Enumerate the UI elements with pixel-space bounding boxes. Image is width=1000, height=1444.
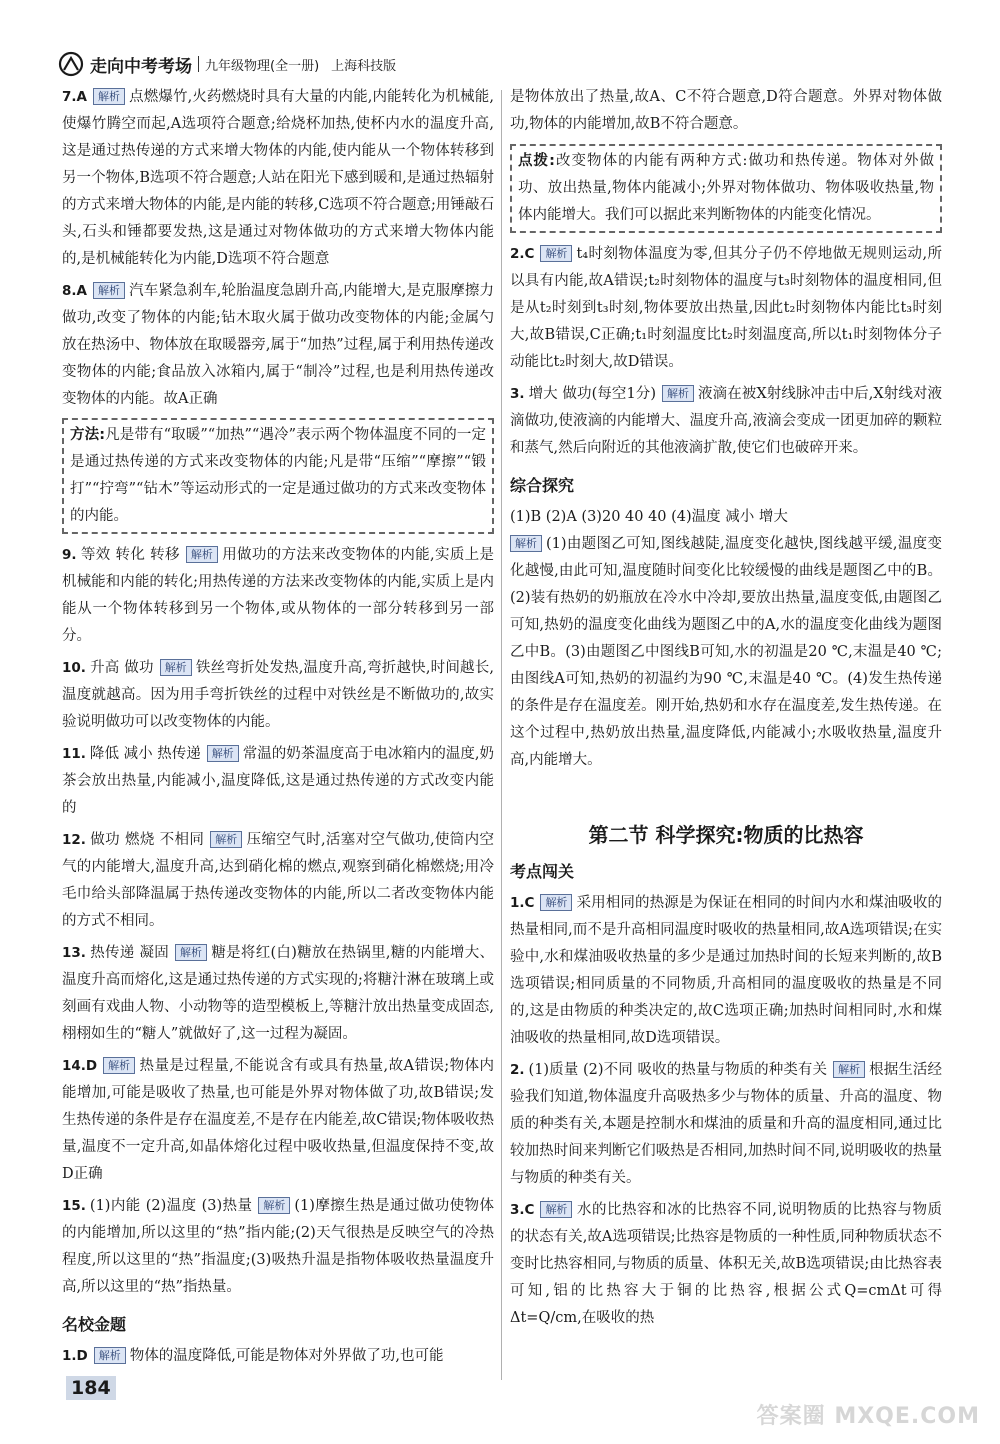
answer-entry	[510, 381, 942, 462]
analysis-tag: 解析	[258, 1197, 290, 1214]
answer-text	[62, 1193, 494, 1301]
answer-text	[62, 827, 494, 935]
analysis-text: 压缩空气时,活塞对空气做功,使筒内空气的内能增大,温度升高,达到硝化棉的燃点,观察到硝化棉燃烧;用冷毛巾给头部降温属于热传递改变物体的内能,所以二者改变物体内能的方式不相同。	[62, 832, 494, 929]
analysis-tag: 解析	[207, 745, 239, 762]
right-items-2	[510, 890, 942, 1332]
brand-logo-icon	[58, 51, 84, 77]
question-number: 2.	[510, 1062, 525, 1078]
answer-text	[62, 542, 494, 650]
tip-note-text: 改变物体的内能有两种方式:做功和热传递。物体对外做功、放出热量,物体内能减小;外界对物体做功、物体吸收热量,物体内能增大。我们可以据此来判断物体的内能变化情况。	[518, 153, 934, 223]
analysis-text: t₄时刻物体温度为零,但其分子仍不停地做无规则运动,所以具有内能,故A错误;t₂时刻物体的温度与t₃时刻物体的温度相同,但是从t₂时刻到t₃时刻,物体要放出热量,因此t₂时刻物体内能比t₃时刻大,故B错误,C正确;t₁时刻温度比t₂时刻温度高,所以t₁时刻物体分子动能比t₂时刻大,故D错误。	[510, 246, 942, 370]
section-heading-comprehensive: 综合探究	[510, 476, 575, 495]
answer-text	[510, 1197, 942, 1332]
answer-entry	[510, 890, 942, 1052]
analysis-tag: 解析	[103, 1057, 135, 1074]
analysis-text: 汽车紧急刹车,轮胎温度急剧升高,内能增大,是克服摩擦力做功,改变了物体的内能;钻木取火属于做功改变物体的内能;金属勺放在热汤中、物体放在取暖器旁,属于“加热”过程,属于利用热传递改变物体的内能;食品放入冰箱内,属于“制冷”过程,也是利用热传递改变物体的内能。故A正确	[62, 283, 494, 407]
analysis-text: (1)摩擦生热是通过做功使物体的内能增加,所以这里的“热”指内能;(2)天气很热是反映空气的冷热程度,所以这里的“热”指温度;(3)吸热升温是指物体吸收热量温度升高,所以这里的“热”指热量。	[62, 1198, 494, 1295]
answer-entry	[62, 278, 494, 413]
answer-entry	[62, 1053, 494, 1188]
analysis-tag: 解析	[93, 88, 125, 105]
answer-entry	[510, 1057, 942, 1192]
analysis-text: 水的比热容和冰的比热容不同,说明物质的比热容与物质的状态有关,故A选项错误;比热容是物质的一种性质,同种物质状态不变时比热容相同,与物质的质量、体积无关,故B选项错误;由比热容表可知,铝的比热容大于铜的比热容,根据公式Q=cmΔt可得Δt=Q/cm,在吸收的热	[510, 1202, 942, 1326]
analysis-tag: 解析	[210, 831, 242, 848]
section-heading-famous-school: 名校金题	[62, 1315, 127, 1334]
answer-value: 升高 做功	[89, 660, 154, 676]
analysis-text: 糖是将红(白)糖放在热锅里,糖的内能增大、温度升高而熔化,这是通过热传递的方式实现的;将糖汁淋在玻璃上或刻画有戏曲人物、小动物等的造型模板上,等糖汁放出热量变成固态,栩栩如生的“糖人”就做好了,这一过程为凝固。	[62, 945, 494, 1042]
question-number: 11.	[62, 746, 86, 762]
analysis-text: 热量是过程量,不能说含有或具有热量,故A错误;物体内能增加,可能是吸收了热量,也可能是外界对物体做了功,故B错误;发生热传递的条件是存在温度差,不是存在内能差,故C错误;物体吸收热量,温度不一定升高,如晶体熔化过程中吸收热量,但温度保持不变,故D正确	[62, 1058, 494, 1182]
answer-entry	[62, 655, 494, 736]
answer-text	[62, 84, 494, 273]
page-header	[58, 46, 958, 82]
answer-value: 做功 燃烧 不相同	[89, 832, 205, 848]
answer-entry	[62, 84, 494, 273]
question-number: 12.	[62, 832, 86, 848]
question-number: 15.	[62, 1198, 86, 1214]
answer-entry	[62, 542, 494, 650]
answer-entry	[510, 1197, 942, 1332]
answer-entry	[62, 940, 494, 1048]
analysis-tag: 解析	[540, 894, 572, 911]
answer-text	[62, 1053, 494, 1188]
analysis-tag: 解析	[175, 944, 207, 961]
analysis-text: 物体的温度降低,可能是物体对外界做了功,也可能	[129, 1348, 444, 1364]
answer-text	[510, 890, 942, 1052]
left-items	[62, 84, 494, 413]
answer-entry	[62, 827, 494, 935]
question-number: 8.A	[62, 283, 87, 299]
answer-text	[510, 381, 942, 462]
analysis-tag: 解析	[833, 1061, 865, 1078]
right-items	[510, 241, 942, 462]
left-items-3	[62, 1343, 494, 1370]
tip-note-label: 点拨:	[518, 153, 555, 169]
answer-text	[62, 741, 494, 822]
analysis-text: 根据生活经验我们知道,物体温度升高吸热多少与物体的质量、升高的温度、物质的种类有关,本题是控制水和煤油的质量和升高的温度相同,通过比较加热时间来判断它们吸热是否相同,加热时间不同,说明吸收的热量与物质的种类有关。	[510, 1062, 942, 1186]
explore-answer: (1)B (2)A (3)20 40 40 (4)温度 减小 增大	[510, 509, 788, 525]
explore-analysis: (1)由题图乙可知,图线越陡,温度变化越快,图线越平缓,温度变化越慢,由此可知,温度随时间变化比较缓慢的曲线是题图乙中的B。(2)装有热奶的奶瓶放在冷水中冷却,要放出热量,温度变低,由题图乙可知,热奶的温度变化曲线为题图乙中的A,水的温度变化曲线为题图乙中B。(3)由题图乙中图线B可知,水的初温是20 ℃,末温是40 ℃;由图线A可知,热奶的初温约为90 ℃,末温是40 ℃。(4)发生热传递的条件是存在温度差。刚开始,热奶和水存在温度差,发生热传递。在这个过程中,热奶放出热量,温度降低,内能减小;水吸收热量,温度升高,内能增大。	[510, 536, 942, 768]
answer-value: (1)质量 (2)不同 吸收的热量与物质的种类有关	[528, 1062, 828, 1078]
analysis-tag: 解析	[510, 535, 542, 552]
answer-text	[62, 655, 494, 736]
answer-entry	[62, 741, 494, 822]
method-note	[62, 418, 494, 534]
question-number: 13.	[62, 945, 86, 961]
method-note-label: 方法:	[70, 427, 106, 443]
publisher: 上海科技版	[331, 58, 397, 74]
watermark: 答案圈 MXQE.COM	[756, 1404, 980, 1429]
left-items-2	[62, 542, 494, 1301]
book-title: 九年级物理(全一册)	[205, 58, 320, 74]
analysis-text: 液滴在被X射线脉冲击中后,X射线对液滴做功,使液滴的内能增大、温度升高,液滴会变成一团更加碎的颗粒和蒸气,然后向附近的其他液滴扩散,使它们也破碎开来。	[510, 386, 942, 456]
header-divider	[198, 56, 199, 72]
answer-value: 热传递 凝固	[89, 945, 170, 961]
answer-text	[510, 1057, 942, 1192]
analysis-tag: 解析	[93, 282, 125, 299]
continued-analysis: 是物体放出了热量,故A、C不符合题意,D符合题意。外界对物体做功,物体的内能增加,故B不符合题意。	[510, 89, 942, 132]
method-note-text: 凡是带有“取暖”“加热”“遇冷”表示两个物体温度不同的一定是通过热传递的方式来改变物体的内能;凡是带“压缩”“摩擦”“锻打”“拧弯”“钻木”等运动形式的一定是通过做功的方式来改变物体的内能。	[70, 427, 486, 524]
analysis-tag: 解析	[94, 1347, 126, 1364]
analysis-text: 常温的奶茶温度高于电冰箱内的温度,奶茶会放出热量,内能减小,温度降低,这是通过热传递的方式改变内能的	[62, 746, 494, 816]
brand-name: 走向中考考场	[90, 56, 192, 77]
answer-text	[62, 1343, 494, 1370]
analysis-tag: 解析	[662, 385, 694, 402]
question-number: 10.	[62, 660, 86, 676]
answer-text	[62, 940, 494, 1048]
right-column	[510, 84, 942, 1372]
question-number: 7.A	[62, 89, 87, 105]
question-number: 2.C	[510, 246, 535, 262]
left-column	[62, 84, 494, 1372]
page-number: 184	[66, 1376, 116, 1400]
answer-value: 等效 转化 转移	[80, 547, 180, 563]
analysis-text: 采用相同的热源是为保证在相同的时间内水和煤油吸收的热量相同,而不是升高相同温度时吸收的热量相同,故A选项错误;在实验中,水和煤油吸收热量的多少是通过加热时间的长短来判断的,故B选项错误;相同质量的不同物质,升高相同的温度吸收的热量是不同的,这是由物质的种类决定的,故C选项正确;加热时间相同时,水和煤油吸收的热量相同,故D选项错误。	[510, 895, 942, 1046]
answer-text	[62, 278, 494, 413]
question-number: 1.D	[62, 1348, 88, 1364]
tip-note	[510, 144, 942, 233]
analysis-text: 用做功的方法来改变物体的内能,实质上是机械能和内能的转化;用热传递的方法来改变物体的内能,实质上是内能从一个物体转移到另一个物体,或从物体的一部分转移到另一部分。	[62, 547, 494, 644]
analysis-tag: 解析	[540, 245, 572, 262]
answer-value: 降低 减小 热传递	[89, 746, 201, 762]
analysis-text: 铁丝弯折处发热,温度升高,弯折越快,时间越长,温度就越高。因为用手弯折铁丝的过程中对铁丝是不断做功的,故实验说明做功可以改变物体的内能。	[62, 660, 494, 730]
analysis-text: 点燃爆竹,火药燃烧时具有大量的内能,内能转化为机械能,使爆竹腾空而起,A选项符合题意;给烧杯加热,使杯内水的温度升高,这是通过热传递的方式来增大物体的内能,使内能从一个物体转移到另一个物体,B选项不符合题意;人站在阳光下感到暖和,是通过热辐射的方式来增大物体的内能,是内能的转移,C选项不符合题意;用锤敲石头,石头和锤都要发热,这是通过对物体做功的方式来增大物体内能的,是机械能转化为内能,D选项不符合题意	[62, 89, 494, 267]
answer-entry	[510, 241, 942, 376]
answer-value: (1)内能 (2)温度 (3)热量	[89, 1198, 253, 1214]
section-heading-checkpoint: 考点闯关	[510, 862, 575, 881]
question-number: 1.C	[510, 895, 535, 911]
answer-text	[510, 241, 942, 376]
chapter-title: 第二节 科学探究:物质的比热容	[588, 823, 864, 847]
analysis-tag: 解析	[160, 659, 192, 676]
answer-entry	[62, 1343, 494, 1370]
answer-entry	[62, 1193, 494, 1301]
answer-value: 增大 做功(每空1分)	[528, 386, 656, 402]
column-divider	[501, 90, 502, 1380]
analysis-tag: 解析	[540, 1201, 572, 1218]
question-number: 3.C	[510, 1202, 535, 1218]
question-number: 3.	[510, 386, 525, 402]
analysis-tag: 解析	[186, 546, 218, 563]
explore-analysis-line	[510, 531, 942, 774]
question-number: 14.D	[62, 1058, 98, 1074]
question-number: 9.	[62, 547, 77, 563]
